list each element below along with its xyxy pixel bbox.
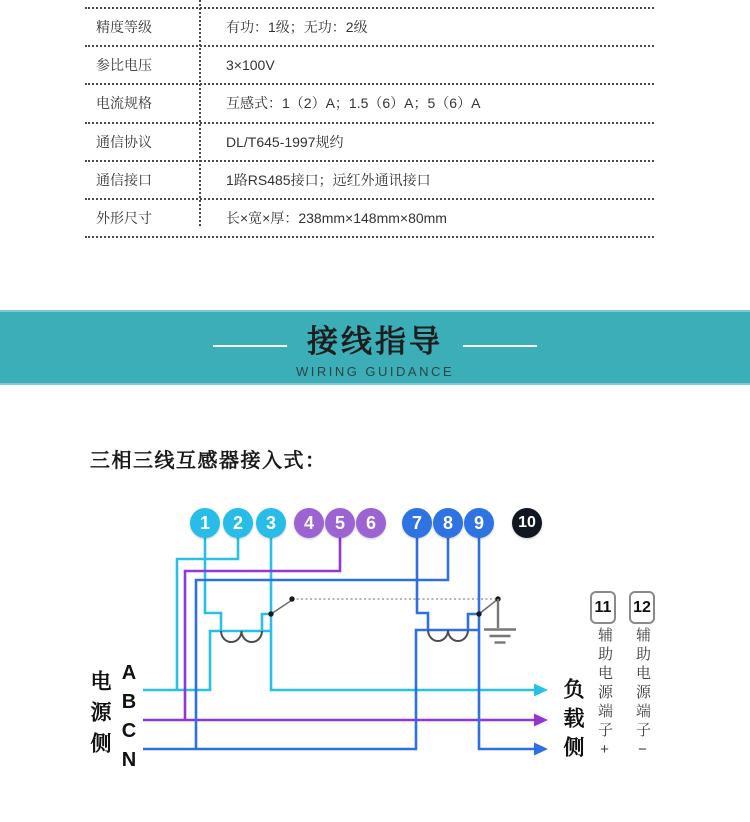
phase-letter-c: C <box>121 720 137 742</box>
banner-title: 接线指导 <box>307 324 443 359</box>
aux-terminal-12: 12 <box>629 591 655 624</box>
aux-terminal-11: 11 <box>590 591 616 624</box>
phase-a-wires <box>143 535 548 697</box>
load-side-label: 负载侧 <box>561 678 584 765</box>
diagram-title: 三相三线互感器接入式： <box>90 450 327 472</box>
spec-value: 互感式：1（2）A；1.5（6）A；5（6）A <box>226 95 481 112</box>
load-arrow-c-icon <box>534 743 548 756</box>
spec-value: 长×宽×厚：238mm×148mm×80mm <box>226 210 447 227</box>
spec-value: 1路RS485接口；远红外通讯接口 <box>226 171 431 188</box>
terminal-circle-1: 1 <box>190 508 220 538</box>
terminal-circle-10: 10 <box>512 508 542 538</box>
banner-subtitle: WIRING GUIDANCE <box>295 364 455 379</box>
terminal-circle-6: 6 <box>356 508 386 538</box>
aux-terminal-11-label: 辅助电源端子+ <box>596 627 613 762</box>
phase-letter-b: B <box>121 691 137 713</box>
spec-label: 外形尺寸 <box>96 210 152 227</box>
phase-letter-n: N <box>121 749 137 771</box>
ct-winding-a-icon <box>221 631 262 642</box>
terminal-circle-5: 5 <box>325 508 355 538</box>
ct-winding-c-icon <box>428 630 468 641</box>
source-side-label: 电源侧 <box>88 670 111 763</box>
terminal-circle-4: 4 <box>294 508 324 538</box>
load-arrow-a-icon <box>534 684 548 697</box>
spec-label: 通信接口 <box>96 171 152 188</box>
spec-label: 通信协议 <box>96 133 152 150</box>
spec-value: 有功：1级；无功：2级 <box>226 19 368 36</box>
phase-letter-a: A <box>121 662 137 684</box>
terminal-circle-7: 7 <box>402 508 432 538</box>
spec-label: 参比电压 <box>96 57 152 74</box>
voltage-link-switch <box>268 596 500 616</box>
spec-value: DL/T645-1997规约 <box>226 133 344 150</box>
phase-letters <box>118 659 140 775</box>
spec-value: 3×100V <box>226 57 275 74</box>
terminal-circle-8: 8 <box>433 508 463 538</box>
load-arrow-b-icon <box>534 714 548 727</box>
terminal-circle-9: 9 <box>464 508 494 538</box>
spec-label: 电流规格 <box>96 95 152 112</box>
terminal-circle-2: 2 <box>223 508 253 538</box>
terminal-circle-3: 3 <box>256 508 286 538</box>
spec-label: 精度等级 <box>96 19 152 36</box>
aux-terminal-12-label: 辅助电源端子− <box>634 627 651 762</box>
